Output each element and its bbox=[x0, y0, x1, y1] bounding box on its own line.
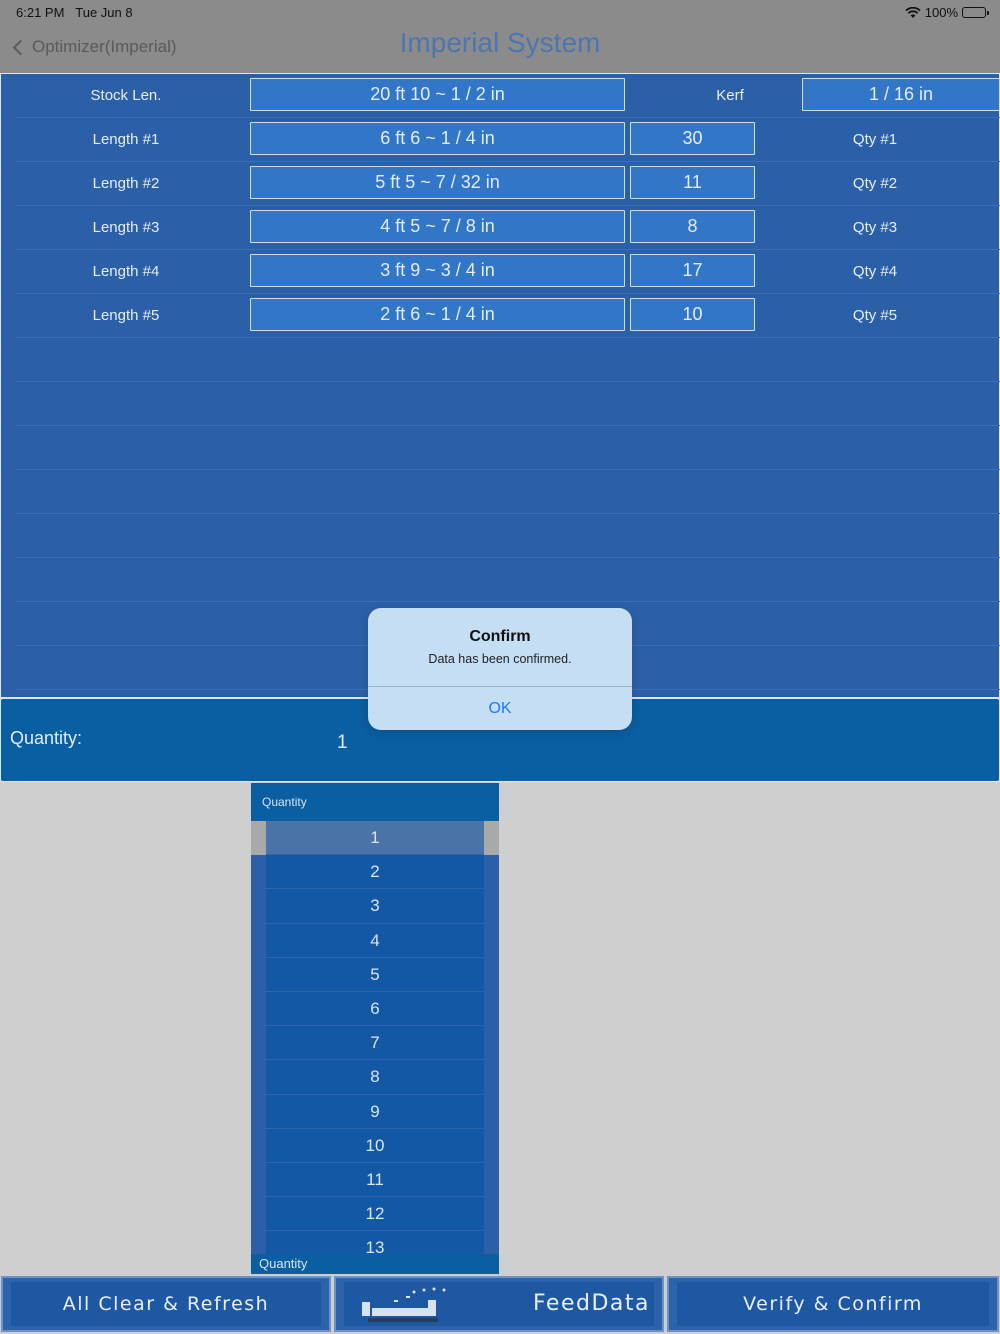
status-time: 6:21 PM bbox=[16, 5, 65, 20]
picker-option[interactable]: 4 bbox=[266, 924, 484, 958]
stock-label: Stock Len. bbox=[90, 87, 162, 104]
feed-data-button[interactable] bbox=[334, 1276, 664, 1332]
back-button-label: Optimizer(Imperial) bbox=[32, 37, 177, 56]
qty-label: Qty #1 bbox=[852, 131, 898, 148]
kerf-label: Kerf bbox=[716, 87, 744, 104]
status-date: Tue Jun 8 bbox=[75, 5, 133, 20]
qty-field[interactable]: 17 bbox=[630, 254, 755, 287]
length-row bbox=[15, 294, 1000, 338]
qty-field[interactable]: 10 bbox=[630, 298, 755, 331]
status-bar-right bbox=[905, 5, 986, 20]
picker-option[interactable]: 9 bbox=[266, 1095, 484, 1129]
empty-row bbox=[15, 426, 1000, 470]
length-field[interactable]: 2 ft 6 ~ 1 / 4 in bbox=[250, 298, 625, 331]
picker-option[interactable]: 10 bbox=[266, 1129, 484, 1163]
length-label: Length #1 bbox=[92, 131, 160, 148]
qty-label: Qty #3 bbox=[852, 219, 898, 236]
feed-data-icon bbox=[358, 1284, 448, 1324]
feed-data-label: FeedData bbox=[532, 1291, 650, 1316]
picker-selection-indicator bbox=[251, 821, 266, 855]
length-label: Length #5 bbox=[92, 307, 160, 324]
picker-header: Quantity bbox=[251, 783, 499, 821]
status-bar-left bbox=[16, 5, 133, 20]
page-title: Imperial System bbox=[399, 27, 601, 58]
empty-row bbox=[15, 514, 1000, 558]
picker-option[interactable]: 1 bbox=[266, 821, 484, 855]
verify-confirm-label: Verify & Confirm bbox=[743, 1293, 923, 1315]
picker-footer: Quantity bbox=[251, 1254, 499, 1274]
alert-message: Data has been confirmed. bbox=[428, 652, 572, 666]
quantity-picker[interactable] bbox=[251, 783, 499, 1274]
picker-option[interactable]: 6 bbox=[266, 992, 484, 1026]
empty-row bbox=[15, 338, 1000, 382]
length-field[interactable]: 6 ft 6 ~ 1 / 4 in bbox=[250, 122, 625, 155]
empty-row bbox=[15, 470, 1000, 514]
confirm-alert bbox=[368, 608, 632, 730]
picker-option[interactable]: 7 bbox=[266, 1026, 484, 1060]
stock-length-field[interactable]: 20 ft 10 ~ 1 / 2 in bbox=[250, 78, 625, 111]
qty-label: Qty #2 bbox=[852, 175, 898, 192]
length-field[interactable]: 3 ft 9 ~ 3 / 4 in bbox=[250, 254, 625, 287]
picker-option[interactable]: 13 bbox=[266, 1231, 484, 1254]
all-clear-refresh-label: All Clear & Refresh bbox=[62, 1293, 270, 1315]
qty-field[interactable]: 30 bbox=[630, 122, 755, 155]
quantity-label: Quantity: bbox=[10, 728, 83, 748]
quantity-value[interactable]: 1 bbox=[337, 732, 348, 753]
top-bar bbox=[0, 0, 1000, 73]
length-field[interactable]: 4 ft 5 ~ 7 / 8 in bbox=[250, 210, 625, 243]
picker-selection-indicator bbox=[484, 821, 499, 855]
length-label: Length #4 bbox=[92, 263, 160, 280]
length-field[interactable]: 5 ft 5 ~ 7 / 32 in bbox=[250, 166, 625, 199]
picker-option[interactable]: 2 bbox=[266, 855, 484, 889]
kerf-field[interactable]: 1 / 16 in bbox=[802, 78, 1000, 111]
qty-field[interactable]: 8 bbox=[630, 210, 755, 243]
ok-button[interactable]: OK bbox=[488, 700, 512, 717]
length-row bbox=[15, 118, 1000, 162]
input-table bbox=[0, 73, 1000, 698]
battery-percent: 100% bbox=[924, 5, 958, 20]
alert-title: Confirm bbox=[469, 628, 531, 645]
length-label: Length #2 bbox=[92, 175, 160, 192]
wifi-icon bbox=[905, 7, 921, 19]
picker-list[interactable] bbox=[266, 821, 484, 1254]
empty-row bbox=[15, 558, 1000, 602]
empty-row bbox=[15, 382, 1000, 426]
length-row bbox=[15, 250, 1000, 294]
qty-field[interactable]: 11 bbox=[630, 166, 755, 199]
picker-option[interactable]: 5 bbox=[266, 958, 484, 992]
length-label: Length #3 bbox=[92, 219, 160, 236]
verify-confirm-button[interactable] bbox=[667, 1276, 999, 1332]
qty-label: Qty #4 bbox=[852, 263, 898, 280]
stock-row bbox=[15, 74, 1000, 118]
battery-icon bbox=[962, 7, 986, 18]
picker-option[interactable]: 8 bbox=[266, 1060, 484, 1094]
length-row bbox=[15, 206, 1000, 250]
picker-option[interactable]: 11 bbox=[266, 1163, 484, 1197]
picker-option[interactable]: 12 bbox=[266, 1197, 484, 1231]
qty-label: Qty #5 bbox=[852, 307, 898, 324]
length-row bbox=[15, 162, 1000, 206]
picker-option[interactable]: 3 bbox=[266, 889, 484, 923]
all-clear-refresh-button[interactable] bbox=[1, 1276, 331, 1332]
